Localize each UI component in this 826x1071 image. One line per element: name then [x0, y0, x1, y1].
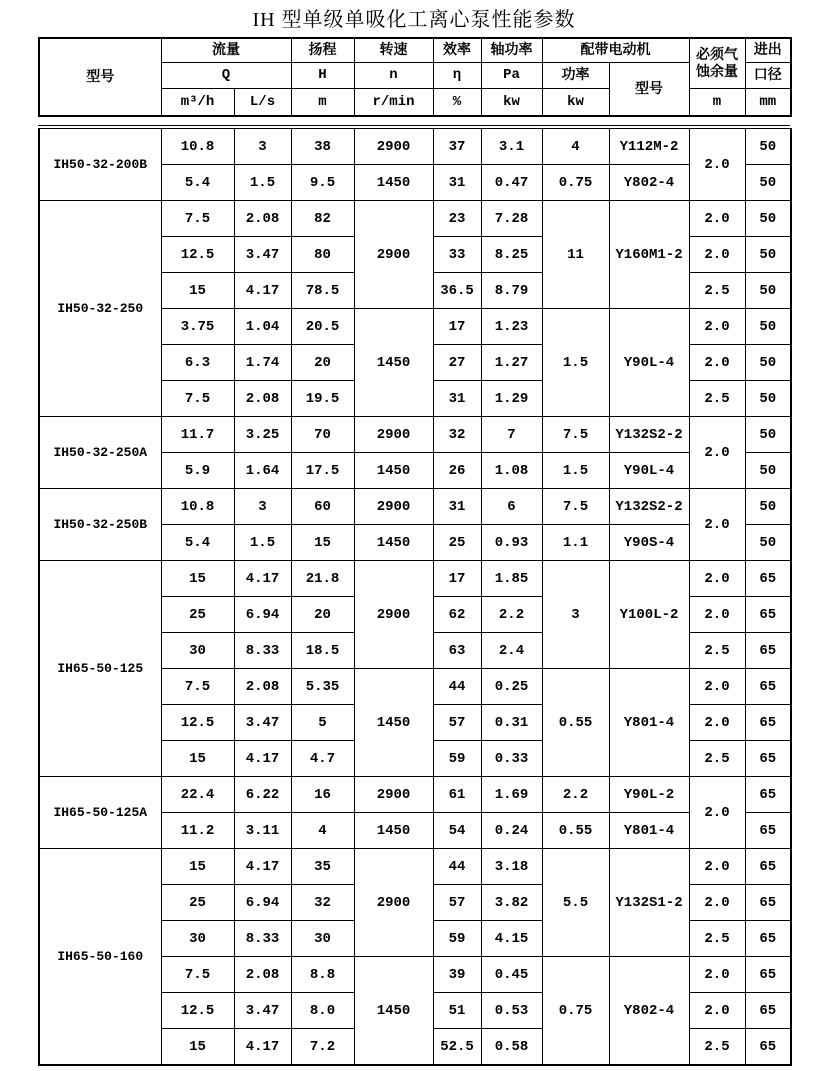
- head-cell: 8.8: [291, 957, 354, 993]
- port-cell: 50: [745, 453, 791, 489]
- shaft-power-cell: 6: [481, 489, 542, 525]
- head-cell: 15: [291, 525, 354, 561]
- shaft-power-cell: 1.69: [481, 777, 542, 813]
- flow-ls-cell: 2.08: [234, 669, 291, 705]
- shaft-power-symbol: Pa: [481, 63, 542, 89]
- motor-model-cell: Y90L-4: [609, 453, 689, 489]
- efficiency-cell: 31: [433, 165, 481, 201]
- motor-model-cell: Y90L-4: [609, 309, 689, 417]
- head-cell: 5: [291, 705, 354, 741]
- flow-m3h-cell: 15: [161, 1029, 234, 1066]
- motor-model-cell: Y132S1-2: [609, 849, 689, 957]
- speed-cell: 2900: [354, 561, 433, 669]
- pump-model-cell: IH65-50-125: [39, 561, 161, 777]
- port-cell: 65: [745, 597, 791, 633]
- flow-ls-cell: 3: [234, 129, 291, 165]
- pump-model-cell: IH50-32-250A: [39, 417, 161, 489]
- pump-row: [39, 417, 791, 453]
- efficiency-cell: 39: [433, 957, 481, 993]
- pump-model-cell: IH50-32-250: [39, 201, 161, 417]
- speed-cell: 1450: [354, 165, 433, 201]
- shaft-power-cell: 7: [481, 417, 542, 453]
- speed-symbol: n: [354, 63, 433, 89]
- head-cell: 70: [291, 417, 354, 453]
- shaft-power-cell: 2.2: [481, 597, 542, 633]
- npsh-cell: 2.0: [689, 705, 745, 741]
- col-header-motor: 配带电动机: [542, 38, 689, 63]
- divider-line: [38, 125, 790, 126]
- motor-power-cell: 1.5: [542, 453, 609, 489]
- efficiency-cell: 31: [433, 489, 481, 525]
- npsh-cell: 2.0: [689, 849, 745, 885]
- npsh-cell: 2.0: [689, 345, 745, 381]
- npsh-cell: 2.5: [689, 741, 745, 777]
- npsh-cell: 2.0: [689, 957, 745, 993]
- shaft-power-cell: 7.28: [481, 201, 542, 237]
- flow-m3h-cell: 25: [161, 885, 234, 921]
- speed-cell: 1450: [354, 309, 433, 417]
- npsh-cell: 2.0: [689, 885, 745, 921]
- npsh-cell: 2.0: [689, 309, 745, 345]
- efficiency-unit: %: [433, 89, 481, 117]
- pump-data-table: [38, 128, 792, 1066]
- head-cell: 7.2: [291, 1029, 354, 1066]
- motor-model-cell: Y801-4: [609, 813, 689, 849]
- port-cell: 50: [745, 237, 791, 273]
- flow-m3h-cell: 15: [161, 273, 234, 309]
- flow-ls-cell: 4.17: [234, 849, 291, 885]
- head-cell: 4.7: [291, 741, 354, 777]
- npsh-cell: 2.0: [689, 129, 745, 201]
- shaft-power-cell: 0.53: [481, 993, 542, 1029]
- npsh-cell: 2.0: [689, 489, 745, 561]
- efficiency-cell: 32: [433, 417, 481, 453]
- pump-row: [39, 849, 791, 885]
- head-cell: 17.5: [291, 453, 354, 489]
- port-cell: 50: [745, 381, 791, 417]
- efficiency-cell: 26: [433, 453, 481, 489]
- speed-cell: 1450: [354, 453, 433, 489]
- head-cell: 18.5: [291, 633, 354, 669]
- flow-ls-cell: 4.17: [234, 561, 291, 597]
- flow-ls-cell: 4.17: [234, 1029, 291, 1066]
- shaft-power-cell: 8.25: [481, 237, 542, 273]
- npsh-cell: 2.5: [689, 1029, 745, 1066]
- flow-ls-cell: 3.47: [234, 993, 291, 1029]
- port-cell: 65: [745, 849, 791, 885]
- efficiency-cell: 33: [433, 237, 481, 273]
- head-unit: m: [291, 89, 354, 117]
- pump-row: [39, 129, 791, 165]
- flow-m3h-cell: 30: [161, 921, 234, 957]
- npsh-cell: 2.0: [689, 993, 745, 1029]
- flow-m3h-cell: 22.4: [161, 777, 234, 813]
- head-cell: 21.8: [291, 561, 354, 597]
- head-cell: 4: [291, 813, 354, 849]
- motor-model-cell: Y90L-2: [609, 777, 689, 813]
- motor-power-cell: 0.55: [542, 669, 609, 777]
- head-cell: 82: [291, 201, 354, 237]
- shaft-power-cell: 1.85: [481, 561, 542, 597]
- motor-power-cell: 0.75: [542, 957, 609, 1066]
- flow-ls-cell: 3.47: [234, 705, 291, 741]
- motor-power-cell: 1.5: [542, 309, 609, 417]
- flow-ls-cell: 2.08: [234, 957, 291, 993]
- npsh-cell: 2.5: [689, 381, 745, 417]
- col-header-speed: 转速: [354, 38, 433, 63]
- head-cell: 32: [291, 885, 354, 921]
- motor-model-cell: Y90S-4: [609, 525, 689, 561]
- shaft-power-cell: 0.93: [481, 525, 542, 561]
- col-header-efficiency: 效率: [433, 38, 481, 63]
- port-cell: 65: [745, 1029, 791, 1066]
- shaft-power-cell: 3.18: [481, 849, 542, 885]
- head-cell: 35: [291, 849, 354, 885]
- port-cell: 65: [745, 777, 791, 813]
- shaft-power-cell: 0.25: [481, 669, 542, 705]
- speed-cell: 2900: [354, 201, 433, 309]
- flow-m3h-cell: 12.5: [161, 705, 234, 741]
- flow-ls-cell: 4.17: [234, 741, 291, 777]
- shaft-power-cell: 0.33: [481, 741, 542, 777]
- pump-model-cell: IH50-32-200B: [39, 129, 161, 201]
- flow-m3h-cell: 12.5: [161, 237, 234, 273]
- shaft-power-cell: 0.31: [481, 705, 542, 741]
- efficiency-cell: 51: [433, 993, 481, 1029]
- efficiency-cell: 36.5: [433, 273, 481, 309]
- efficiency-cell: 63: [433, 633, 481, 669]
- npsh-cell: 2.5: [689, 273, 745, 309]
- motor-model-cell: Y100L-2: [609, 561, 689, 669]
- flow-ls-cell: 6.94: [234, 885, 291, 921]
- shaft-power-cell: 0.45: [481, 957, 542, 993]
- flow-m3h-cell: 25: [161, 597, 234, 633]
- pump-row: [39, 561, 791, 597]
- shaft-power-cell: 2.4: [481, 633, 542, 669]
- pump-row: [39, 777, 791, 813]
- shaft-power-cell: 0.47: [481, 165, 542, 201]
- motor-power-cell: 7.5: [542, 417, 609, 453]
- flow-ls-cell: 1.04: [234, 309, 291, 345]
- head-cell: 20: [291, 597, 354, 633]
- head-cell: 8.0: [291, 993, 354, 1029]
- efficiency-cell: 37: [433, 129, 481, 165]
- flow-ls-cell: 8.33: [234, 921, 291, 957]
- flow-ls-cell: 1.74: [234, 345, 291, 381]
- npsh-cell: 2.0: [689, 597, 745, 633]
- flow-ls-cell: 1.5: [234, 165, 291, 201]
- flow-m3h-cell: 5.9: [161, 453, 234, 489]
- shaft-power-cell: 0.24: [481, 813, 542, 849]
- flow-ls-cell: 2.08: [234, 201, 291, 237]
- flow-m3h-cell: 6.3: [161, 345, 234, 381]
- head-cell: 78.5: [291, 273, 354, 309]
- flow-ls-cell: 3: [234, 489, 291, 525]
- npsh-cell: 2.0: [689, 669, 745, 705]
- motor-power-cell: 0.55: [542, 813, 609, 849]
- port-cell: 50: [745, 129, 791, 165]
- port-cell: 50: [745, 309, 791, 345]
- pump-model-cell: IH50-32-250B: [39, 489, 161, 561]
- pump-model-cell: IH65-50-125A: [39, 777, 161, 849]
- pump-table-body: [39, 129, 791, 1066]
- efficiency-cell: 59: [433, 741, 481, 777]
- flow-ls-cell: 6.94: [234, 597, 291, 633]
- ports-unit: mm: [745, 89, 791, 117]
- efficiency-cell: 17: [433, 309, 481, 345]
- flow-unit-m3h: m³/h: [161, 89, 234, 117]
- efficiency-cell: 52.5: [433, 1029, 481, 1066]
- head-cell: 20.5: [291, 309, 354, 345]
- flow-ls-cell: 1.5: [234, 525, 291, 561]
- efficiency-cell: 62: [433, 597, 481, 633]
- motor-model-label: 型号: [609, 63, 689, 117]
- flow-m3h-cell: 15: [161, 741, 234, 777]
- flow-m3h-cell: 11.7: [161, 417, 234, 453]
- motor-power-cell: 4: [542, 129, 609, 165]
- flow-m3h-cell: 5.4: [161, 165, 234, 201]
- speed-cell: 1450: [354, 813, 433, 849]
- motor-model-cell: Y132S2-2: [609, 489, 689, 525]
- shaft-power-cell: 1.29: [481, 381, 542, 417]
- head-cell: 60: [291, 489, 354, 525]
- col-header-npsh: 必须气蚀余量: [689, 38, 745, 89]
- efficiency-symbol: η: [433, 63, 481, 89]
- flow-m3h-cell: 15: [161, 561, 234, 597]
- port-cell: 65: [745, 813, 791, 849]
- flow-m3h-cell: 5.4: [161, 525, 234, 561]
- flow-m3h-cell: 7.5: [161, 201, 234, 237]
- port-cell: 65: [745, 885, 791, 921]
- npsh-cell: 2.0: [689, 201, 745, 237]
- port-cell: 50: [745, 165, 791, 201]
- efficiency-cell: 27: [433, 345, 481, 381]
- efficiency-cell: 57: [433, 705, 481, 741]
- motor-power-cell: 3: [542, 561, 609, 669]
- head-cell: 30: [291, 921, 354, 957]
- flow-m3h-cell: 12.5: [161, 993, 234, 1029]
- shaft-power-cell: 1.08: [481, 453, 542, 489]
- flow-m3h-cell: 10.8: [161, 129, 234, 165]
- port-cell: 50: [745, 345, 791, 381]
- motor-power-cell: 11: [542, 201, 609, 309]
- head-cell: 80: [291, 237, 354, 273]
- npsh-cell: 2.0: [689, 777, 745, 849]
- npsh-cell: 2.0: [689, 561, 745, 597]
- speed-cell: 2900: [354, 129, 433, 165]
- speed-cell: 2900: [354, 489, 433, 525]
- efficiency-cell: 61: [433, 777, 481, 813]
- port-cell: 65: [745, 705, 791, 741]
- speed-cell: 2900: [354, 849, 433, 957]
- motor-model-cell: Y802-4: [609, 957, 689, 1066]
- motor-model-cell: Y802-4: [609, 165, 689, 201]
- port-cell: 50: [745, 525, 791, 561]
- head-symbol: H: [291, 63, 354, 89]
- motor-model-cell: Y112M-2: [609, 129, 689, 165]
- motor-power-cell: 1.1: [542, 525, 609, 561]
- shaft-power-cell: 0.58: [481, 1029, 542, 1066]
- col-header-flow: 流量: [161, 38, 291, 63]
- speed-cell: 2900: [354, 777, 433, 813]
- motor-model-cell: Y801-4: [609, 669, 689, 777]
- shaft-power-unit: kw: [481, 89, 542, 117]
- motor-power-unit: kw: [542, 89, 609, 117]
- npsh-cell: 2.5: [689, 921, 745, 957]
- column-header-table: [38, 37, 792, 117]
- motor-model-cell: Y132S2-2: [609, 417, 689, 453]
- head-cell: 38: [291, 129, 354, 165]
- head-cell: 20: [291, 345, 354, 381]
- flow-ls-cell: 3.47: [234, 237, 291, 273]
- pump-row: [39, 489, 791, 525]
- speed-cell: 2900: [354, 417, 433, 453]
- motor-power-cell: 0.75: [542, 165, 609, 201]
- port-cell: 65: [745, 669, 791, 705]
- flow-ls-cell: 6.22: [234, 777, 291, 813]
- port-cell: 65: [745, 633, 791, 669]
- port-cell: 50: [745, 489, 791, 525]
- port-cell: 50: [745, 201, 791, 237]
- col-header-ports-top: 进出: [745, 38, 791, 63]
- col-header-head: 扬程: [291, 38, 354, 63]
- flow-symbol: Q: [161, 63, 291, 89]
- flow-m3h-cell: 7.5: [161, 957, 234, 993]
- motor-power-cell: 5.5: [542, 849, 609, 957]
- flow-ls-cell: 3.25: [234, 417, 291, 453]
- efficiency-cell: 57: [433, 885, 481, 921]
- flow-ls-cell: 1.64: [234, 453, 291, 489]
- pump-row: [39, 201, 791, 237]
- flow-m3h-cell: 7.5: [161, 381, 234, 417]
- port-cell: 65: [745, 957, 791, 993]
- flow-m3h-cell: 30: [161, 633, 234, 669]
- speed-unit: r/min: [354, 89, 433, 117]
- efficiency-cell: 54: [433, 813, 481, 849]
- flow-m3h-cell: 15: [161, 849, 234, 885]
- speed-cell: 1450: [354, 669, 433, 777]
- header-row-labels: [39, 38, 791, 63]
- shaft-power-cell: 4.15: [481, 921, 542, 957]
- flow-ls-cell: 8.33: [234, 633, 291, 669]
- npsh-cell: 2.0: [689, 417, 745, 489]
- flow-ls-cell: 2.08: [234, 381, 291, 417]
- col-header-shaft-power: 轴功率: [481, 38, 542, 63]
- efficiency-cell: 31: [433, 381, 481, 417]
- motor-model-cell: Y160M1-2: [609, 201, 689, 309]
- port-cell: 65: [745, 741, 791, 777]
- speed-cell: 1450: [354, 525, 433, 561]
- shaft-power-cell: 1.27: [481, 345, 542, 381]
- efficiency-cell: 25: [433, 525, 481, 561]
- efficiency-cell: 17: [433, 561, 481, 597]
- flow-ls-cell: 3.11: [234, 813, 291, 849]
- flow-unit-ls: L/s: [234, 89, 291, 117]
- port-cell: 65: [745, 993, 791, 1029]
- flow-m3h-cell: 10.8: [161, 489, 234, 525]
- efficiency-cell: 44: [433, 669, 481, 705]
- port-cell: 65: [745, 921, 791, 957]
- shaft-power-cell: 8.79: [481, 273, 542, 309]
- port-cell: 50: [745, 417, 791, 453]
- head-cell: 19.5: [291, 381, 354, 417]
- col-header-model: 型号: [39, 38, 161, 116]
- efficiency-cell: 23: [433, 201, 481, 237]
- flow-m3h-cell: 7.5: [161, 669, 234, 705]
- motor-power-cell: 2.2: [542, 777, 609, 813]
- shaft-power-cell: 1.23: [481, 309, 542, 345]
- speed-cell: 1450: [354, 957, 433, 1066]
- flow-m3h-cell: 11.2: [161, 813, 234, 849]
- efficiency-cell: 44: [433, 849, 481, 885]
- page-title: IH 型单级单吸化工离心泵性能参数: [252, 9, 576, 31]
- port-cell: 50: [745, 273, 791, 309]
- npsh-cell: 2.0: [689, 237, 745, 273]
- npsh-unit: m: [689, 89, 745, 117]
- shaft-power-cell: 3.1: [481, 129, 542, 165]
- motor-power-label: 功率: [542, 63, 609, 89]
- port-cell: 65: [745, 561, 791, 597]
- pump-model-cell: IH65-50-160: [39, 849, 161, 1066]
- col-header-ports-bottom: 口径: [745, 63, 791, 89]
- motor-power-cell: 7.5: [542, 489, 609, 525]
- head-cell: 9.5: [291, 165, 354, 201]
- flow-ls-cell: 4.17: [234, 273, 291, 309]
- flow-m3h-cell: 3.75: [161, 309, 234, 345]
- head-cell: 5.35: [291, 669, 354, 705]
- efficiency-cell: 59: [433, 921, 481, 957]
- head-cell: 16: [291, 777, 354, 813]
- shaft-power-cell: 3.82: [481, 885, 542, 921]
- npsh-cell: 2.5: [689, 633, 745, 669]
